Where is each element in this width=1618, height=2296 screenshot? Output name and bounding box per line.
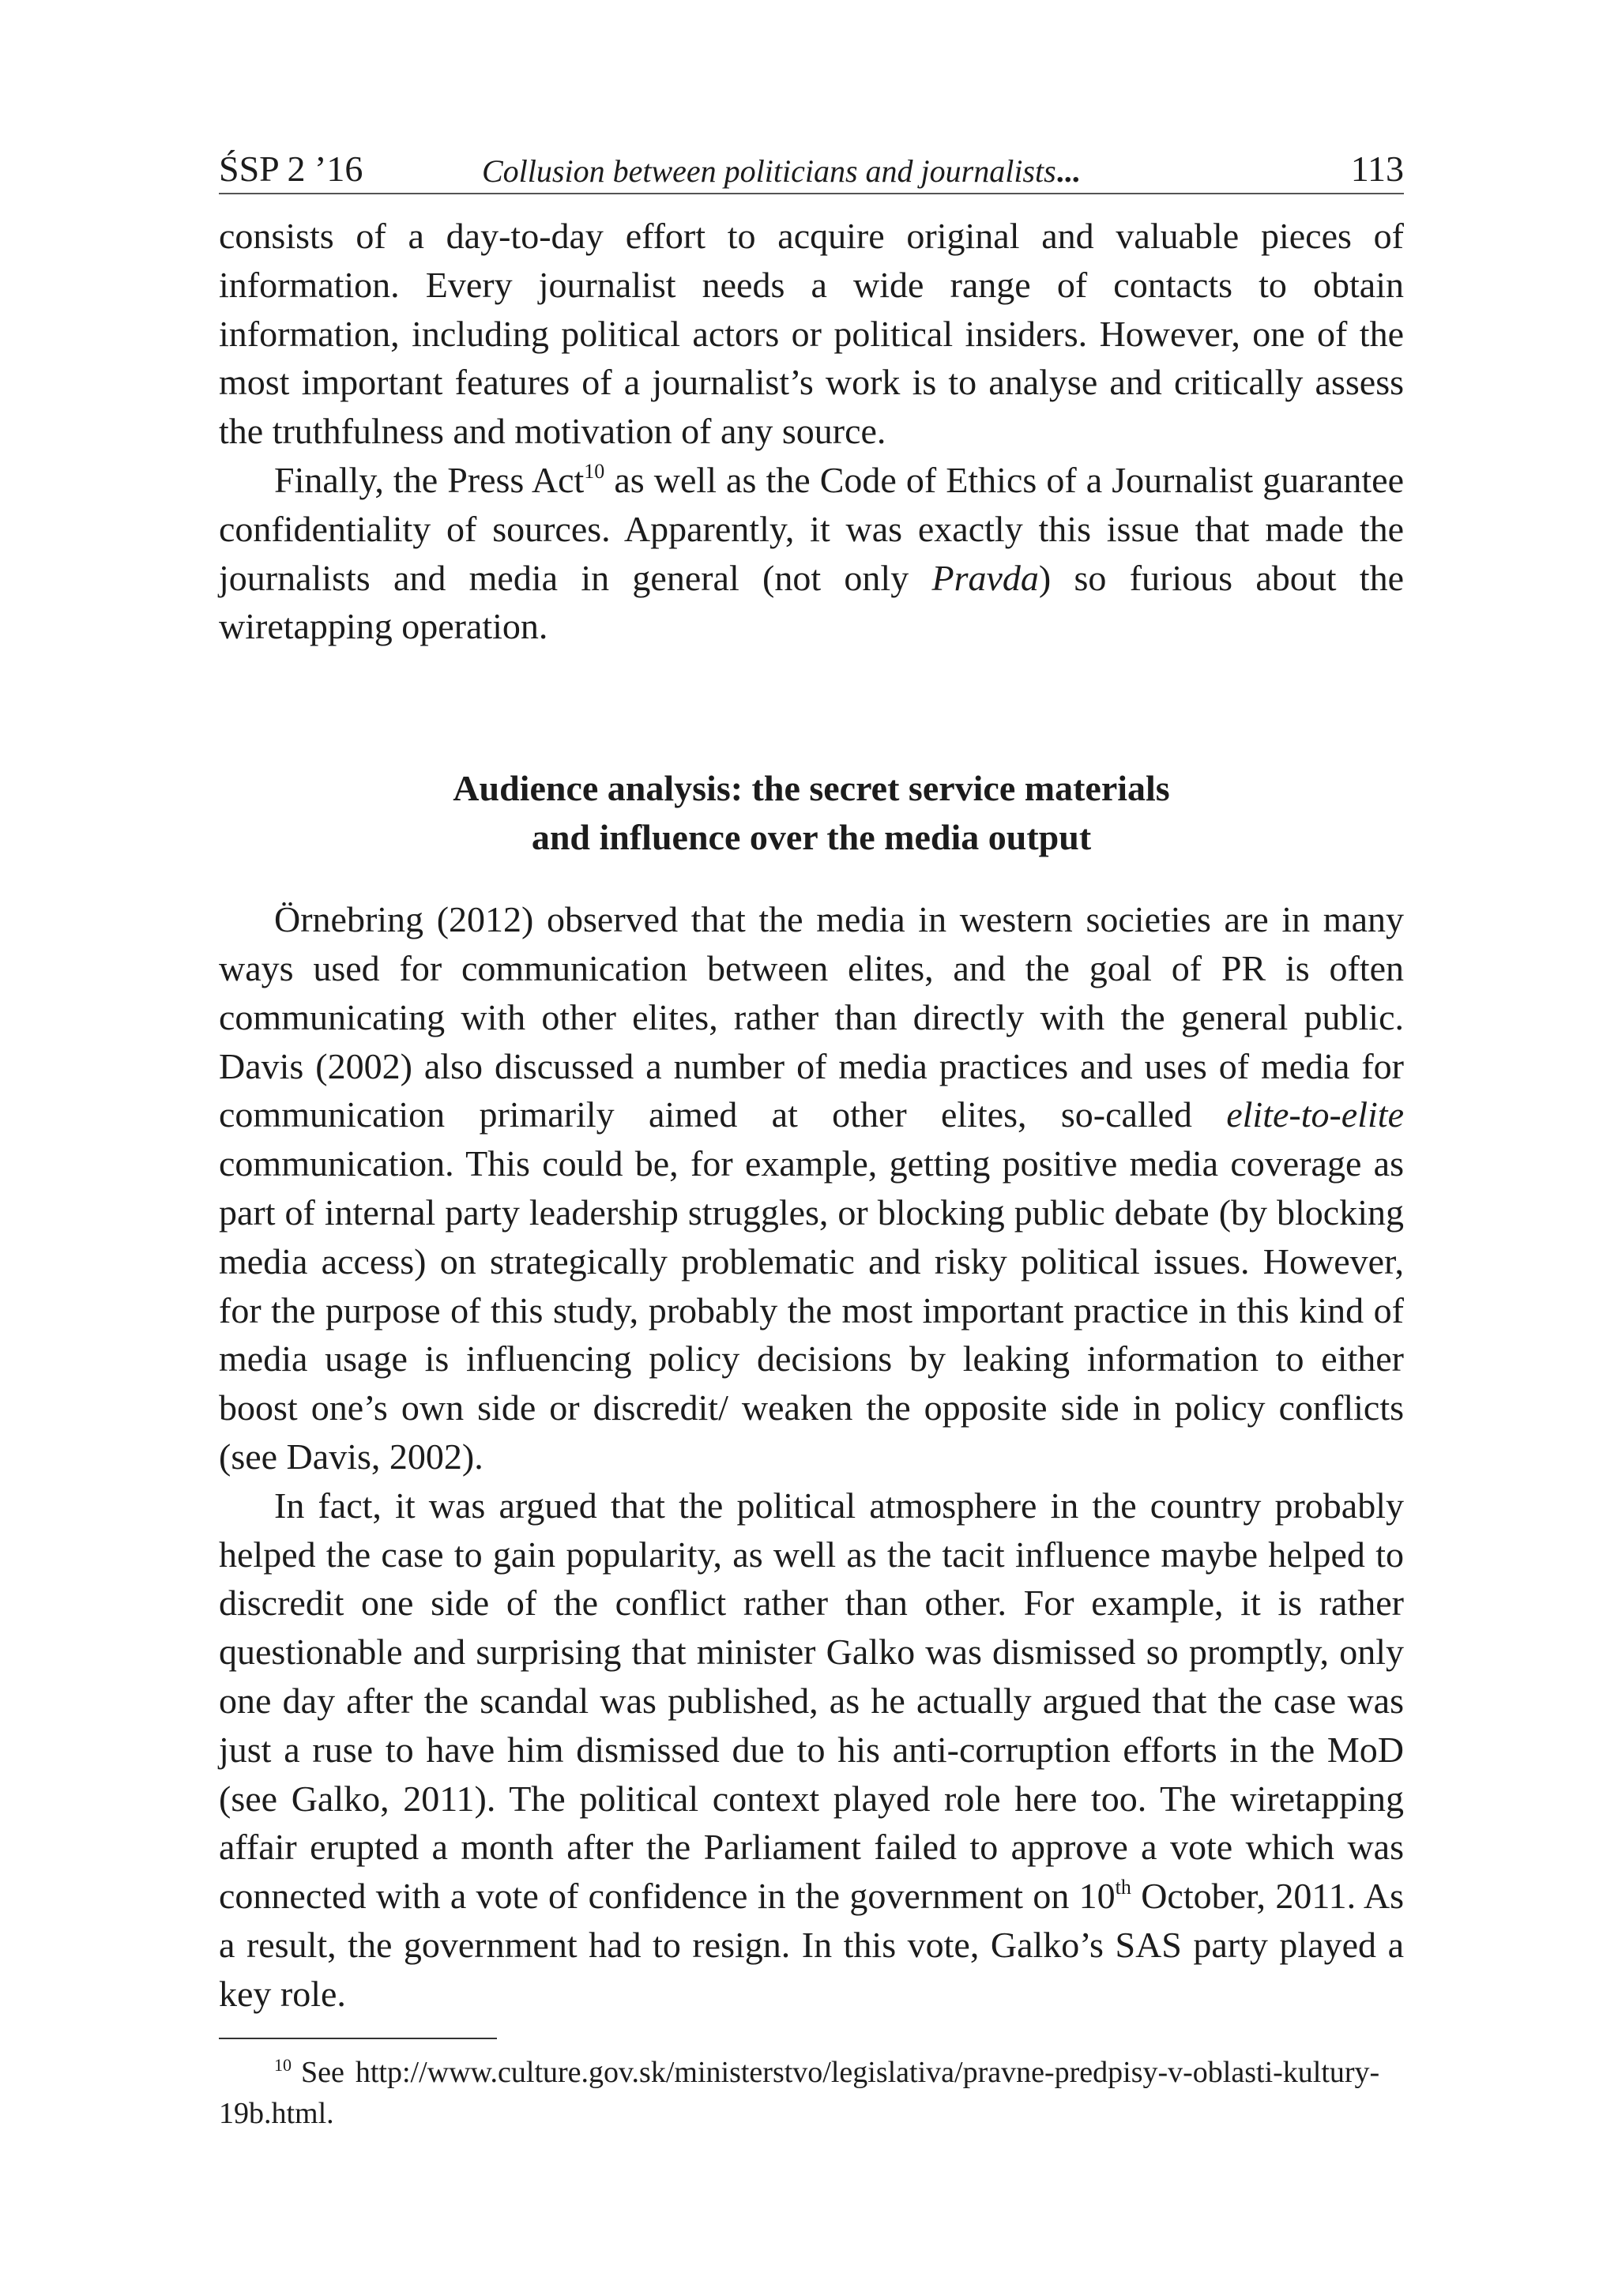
paragraph-text: Örnebring (2012) observed that the media in western societies are in many ways used for communication between elites, and the goal of PR is often communicating with other elites, rather than directly with the general public. Davis (2002) also discussed a number of media practices and uses of media for communication primarily aimed at other elites, so-called bbox=[219, 899, 1404, 1135]
paragraph-ornebring bbox=[219, 895, 1404, 1481]
ordinal-superscript: th bbox=[1115, 1876, 1131, 1899]
italic-term: elite-to-elite bbox=[1226, 1094, 1404, 1135]
section-heading-line-2: and influence over the media output bbox=[531, 817, 1092, 858]
paragraph-political-atmosphere bbox=[219, 1481, 1404, 2019]
paragraph-text: In fact, it was argued that the political atmosphere in the country probably helped the case to gain popularity, as well as the tacit influence maybe helped to discredit one side of the conflict rather than other. For example, it is rather questionable and surprising that minister Galko was dismissed so promptly, only one day after the scandal was published, as he actually argued that the case was just a ruse to have him dismissed due to his anti-corruption efforts in the MoD (see Galko, 2011). The political context played role here too. The wiretapping affair erupted a month after the Parliament failed to approve a vote which was connected with a vote of confidence in the government on 10 bbox=[219, 1485, 1404, 1917]
paragraph-press-act bbox=[219, 456, 1404, 651]
paragraph-text: communication. This could be, for example, getting positive media coverage as part of internal party leadership struggles, or blocking public debate (by blocking media access) on strategically problematic and risky political issues. However, for the purpose of this study, probably the most important practice in this kind of media usage is influencing policy decisions by leaking information to either boost one’s own side or discredit/ weaken the opposite side in policy conflicts (see Davis, 2002). bbox=[219, 1143, 1404, 1477]
running-head bbox=[219, 142, 1404, 194]
footnote-marker: 10 bbox=[274, 2054, 292, 2075]
running-title-text: Collusion between politicians and journalists bbox=[482, 153, 1056, 189]
page-number: 113 bbox=[1350, 149, 1404, 189]
journal-issue: ŚSP 2 ’16 bbox=[219, 149, 363, 189]
running-title-ellipsis: ... bbox=[1055, 153, 1080, 189]
section-heading bbox=[219, 764, 1404, 862]
footnote-rule bbox=[219, 2038, 497, 2039]
paragraph-text: Finally, the Press Act bbox=[274, 459, 585, 500]
italic-term: Pravda bbox=[931, 557, 1039, 598]
footnote-see: See bbox=[301, 2055, 344, 2089]
footnote-url: http://www.culture.gov.sk/ministerstvo/legislativa/pravne-predpisy-v-oblasti-kultury-19b.html. bbox=[219, 2055, 1380, 2130]
footnote bbox=[219, 2052, 1404, 2134]
section-heading-line-1: Audience analysis: the secret service materials bbox=[453, 768, 1170, 809]
paragraph-text: ) so furious about the wiretapping operation. bbox=[219, 557, 1405, 647]
paragraph-text: October, 2011. As a result, the government had to resign. In this vote, Galko’s SAS party played a key role. bbox=[219, 1876, 1405, 2014]
page bbox=[219, 142, 1404, 2134]
paragraph-text: as well as the Code of Ethics of a Journalist guarantee confidentiality of sources. Apparently, it was exactly this issue that made the journalists and media in general (not only bbox=[219, 459, 1404, 598]
paragraph-continued: consists of a day-to-day effort to acquire original and valuable pieces of information. Every journalist needs a wide range of contacts to obtain information, including political actors or political insiders. However, one of the most important features of a journalist’s work is to analyse and critically assess the truthfulness and motivation of any source. bbox=[219, 216, 1404, 452]
footnote-ref: 10 bbox=[584, 459, 605, 483]
running-title bbox=[482, 152, 1080, 190]
